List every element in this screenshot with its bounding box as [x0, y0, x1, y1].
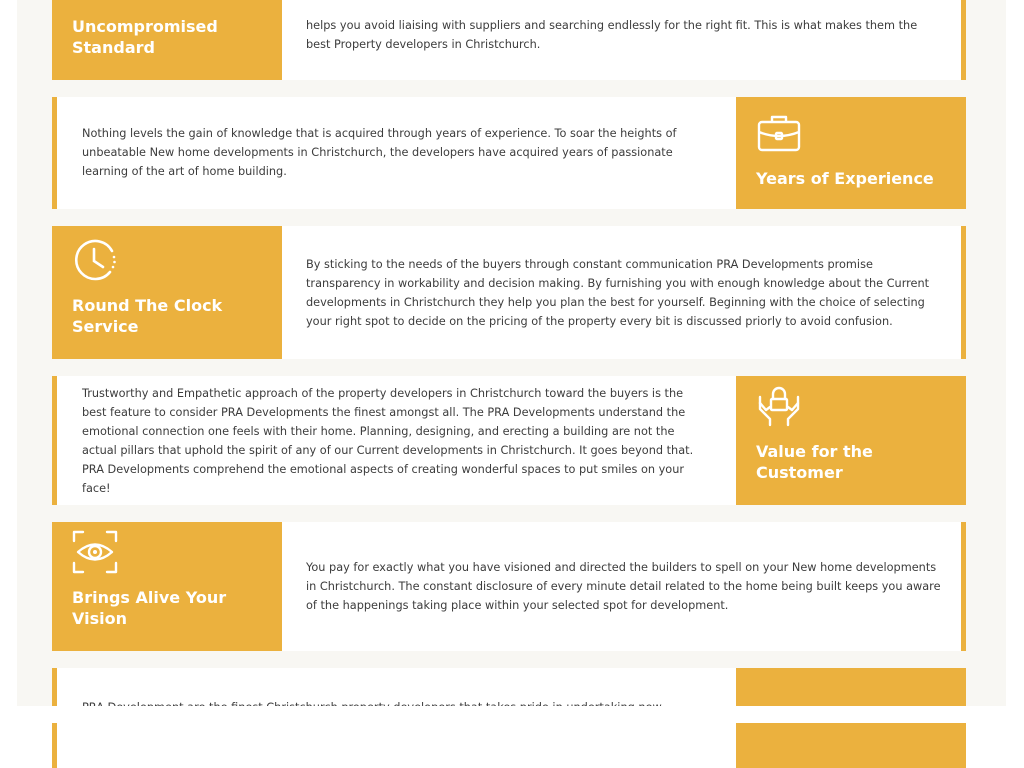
feature-row-years-of-experience	[52, 97, 966, 209]
feature-row-uncompromised-standard	[52, 0, 966, 80]
feature-text-box	[282, 226, 966, 359]
feature-text-box	[52, 376, 736, 505]
feature-row-value-for-the-customer	[52, 376, 966, 505]
feature-card	[736, 376, 966, 505]
feature-card	[52, 522, 282, 651]
features-section	[17, 0, 1006, 706]
feature-title: Brings Alive Your Vision	[72, 588, 227, 628]
feature-description: Trustworthy and Empathetic approach of the property developers in Christchurch toward the buyers is the best feature to consider PRA Developments the finest amongst all. The PRA Developments understand the emotional connection one feels with their home. Planning, designing, and erecting a building are not the actual pillars that uphold the spirit of any of our Current developments in Christchurch. It goes beyond that. PRA Developments comprehend the emotional aspects of creating wonderful spaces to put smiles on your face!	[82, 386, 694, 495]
feature-description: Nothing levels the gain of knowledge that is acquired through years of experience. To soar the heights of unbeatable New home developments in Christchurch, the developers have acquired years of passionate learning of the art of home building.	[82, 127, 677, 178]
feature-description: You pay for exactly what you have visioned and directed the builders to spell on your New home developments in Christchurch. The constant disclosure of every minute detail related to the home being built keeps you aware of the happenings taking place within your selected spot for development.	[306, 561, 941, 612]
feature-description: By sticking to the needs of the buyers through constant communication PRA Developments promise transparency in workability and decision making. By furnishing you with enough knowledge about the Current developments in Christchurch they help you plan the best for yourself. Beginning with the choice of selecting your right spot to decide on the pricing of the property every bit is discussed priorly to avoid confusion.	[306, 257, 930, 328]
feature-title: Value for the Customer	[756, 442, 873, 482]
feature-text-box	[282, 522, 966, 651]
briefcase-icon	[756, 110, 802, 156]
clock-icon	[72, 237, 118, 283]
feature-title: Uncompromised Standard	[72, 17, 218, 57]
feature-card	[52, 226, 282, 359]
feature-row-round-the-clock-service	[52, 226, 966, 359]
feature-card	[736, 97, 966, 209]
feature-text-box	[52, 97, 736, 209]
feature-text-box	[282, 0, 966, 80]
page-bottom-edge	[0, 706, 1024, 723]
hands-care-icon	[756, 383, 802, 429]
feature-description: helps you avoid liaising with suppliers and searching endlessly for the right fit. This is what makes them the best Property developers in Christchurch.	[306, 19, 918, 51]
feature-title: Years of Experience	[756, 169, 934, 188]
eye-scan-icon	[72, 529, 118, 575]
feature-title: Round The Clock Service	[72, 296, 223, 336]
feature-card	[52, 0, 282, 80]
feature-row-brings-alive-your-vision	[52, 522, 966, 651]
